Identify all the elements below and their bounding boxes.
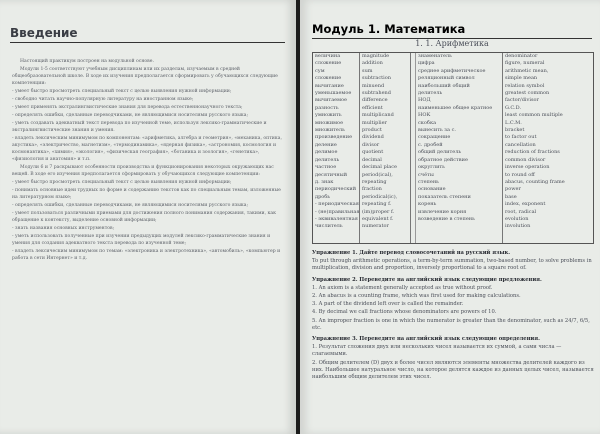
table-cell: сокращение [418,134,451,141]
list-item: - умеет быстро просмотреть специальный текст с целью выявления нужной информации; [12,180,232,185]
table-cell: L.C.M. [505,119,522,126]
vocabulary-table [312,52,594,244]
table-cell: - эквивалентная [315,215,358,222]
table-cell: сложение [315,60,342,67]
table-cell: dividend [362,134,384,141]
table-cell: base [505,193,517,200]
table-cell: abacus, counting frame [505,178,565,185]
table-cell: сум [315,67,325,74]
table-cell: cancellation [505,141,536,148]
table-cell: НОК [418,112,431,119]
list-item: - умеет пользоваться различными приемами для достижения полного понимания содержания, такими, как обращение к контексту, выделение основной информации; [12,211,276,223]
list-item: - свободно читать научно-популярную литературу на иностранном языке; [12,97,194,102]
table-cell: minuend [362,82,385,89]
paragraph: Модули 6 и 7 раскрывают особенности производства и функционирования некоторых окружающих нас вещей. В ходе его изучения предполагается сформировать у обучающихся следующие компетенции: [12,165,274,177]
table-cell: decimal [362,156,382,163]
table-cell: factor/divisor [505,97,539,104]
table-cell: magnitude [362,53,390,59]
table-cell: to round off [505,171,535,178]
table-cell: наибольший общий [418,82,470,89]
table-cell: основание [418,186,446,193]
table-cell: произведение [315,134,353,141]
table-cell: relation symbol [505,82,545,89]
exercise-heading: Упражнение 1. Дайте перевод словосочетаний на русский язык. [312,250,511,256]
table-cell: arithmetic mean, [505,67,549,74]
english-terms-column-2 [503,53,593,243]
table-cell: - периодическая [315,201,359,208]
list-item: - владеть лексическим минимумом по темам: «электроника и электротехника», «автомобиль», «компьютер и работа в сети Интернет» и т.д. [12,249,281,261]
table-cell: multiplier [362,119,387,126]
table-cell: вычитание [315,82,344,89]
list-item: - умеет применять экстралингвистические знания для перевода естественнонаучного текста; [12,105,243,110]
table-cell: greatest common [505,90,550,97]
table-cell: с. дробей [418,141,443,148]
table-cell: дробь [315,193,331,200]
section-subtitle: 1. 1. Арифметика [415,39,489,48]
list-item: - понимать основные идеи трудных по форме и содержанию текстов как по специальным темам, изложенные на литературном языке; [12,188,281,200]
table-cell: figure, numeral [505,60,545,67]
table-cell: subtrahend [362,90,391,97]
table-cell: to factor out [505,134,537,141]
exercise-item: 1. An axiom is a statement generally accepted as true without proof. [312,284,493,291]
table-cell: sum [362,67,373,74]
exercise-item: 1. Результат сложения двух или нескольких чисел называется их суммой, а сами числа — слагаемыми. [312,344,562,358]
table-cell: period(ical), [362,171,393,178]
table-cell: denominator [505,53,538,59]
table-cell: repeating f. [362,201,392,208]
table-cell: сложение [315,75,342,82]
paragraph: Модули 1-5 соответствуют учебным дисциплинам или их разделам, изучаемым в средней общеобразовательной школе. В ходе их изучения предполагается сформировать у обучающихся следующие компетенции: [12,67,278,86]
exercise-item: 4. By decimal we call fractions whose denominators are powers of 10. [312,309,497,316]
exercise-item: 2. Общим делителем (D) двух и более чисел являются элементы множества делителей каждого из них. Наибольшее натуральное число, на которое делятся каждое из данных целых чисел, называется наибольшим общим делителем этих чисел. [312,359,594,381]
table-cell: difference [362,97,388,104]
list-item: - определять ошибки, сделанные переводчиками, не являющимися носителями русского языка; [12,203,249,208]
table-cell: (im)proper f. [362,208,395,215]
table-cell: делимое [315,149,338,156]
exercise-item: 3. A part of the dividend left over is called the remainder. [312,301,464,308]
table-cell: evolution [505,215,529,222]
table-cell: subtraction [362,75,392,82]
table-cell: decimal place [362,164,398,171]
list-item: - знать названия основных инструментов; [12,226,115,231]
exercises-section [312,250,594,382]
table-cell: divisor [362,141,380,148]
table-cell: величина [315,53,341,59]
module-title: Модуль 1. Математика [312,22,592,39]
table-cell: - (не)правильная [315,208,359,215]
table-cell: repeating [362,178,387,185]
table-cell: извлечение корня [418,208,467,215]
table-cell: делитель [315,156,340,163]
table-cell: inverse operation [505,164,550,171]
table-cell: числитель [315,223,343,230]
table-cell: common divisor [505,156,546,163]
table-cell: разность [315,104,339,111]
page-title: Введение [10,26,285,43]
english-terms-column [360,53,411,243]
table-cell: least common multiple [505,112,563,119]
table-cell: reduction of fractions [505,149,560,156]
list-item: - определять ошибки, сделанные переводчиками, не являющимися носителями русского языка; [12,113,249,118]
table-cell: efficient [362,104,383,111]
list-item: - уметь создавать адекватный текст перевода по изученной теме, используя лексико-грамматические и экстралингвистические знания и умения. [12,121,267,133]
table-cell: возведение в степень [418,215,475,222]
table-cell: среднее арифметическое [418,67,486,74]
table-cell: общий делитель [418,149,462,156]
table-cell: умножить [315,112,342,119]
table-cell: корень [418,201,437,208]
table-cell: index, exponent [505,201,546,208]
table-cell: equivalent f. [362,215,394,222]
table-cell: цифра [418,60,435,67]
exercise-item: 5. An improper fraction is one in which the numerator is greater than the denominator, such as 24/7, 6/5, etc. [312,317,590,331]
table-cell: power [505,186,521,193]
table-cell: д. знак [315,178,334,185]
table-cell: НОД [418,97,431,104]
russian-terms-column [313,53,360,243]
table-cell: множимое [315,119,344,126]
table-cell: периодический [315,186,357,193]
russian-terms-column-2 [416,53,503,243]
list-item: - владеть лексическим минимумом по компонентам: «арифметика, алгебра и геометрия», «механика, оптика, акустика», «электричество, магнетизм», «термодинамика», «ядерная физика», «астрономия, космология и космонавтика», «химия», «экология», «физическая география», «ботаника и зоология», «генетика», «физиология и анатомия» и т.п. [12,136,282,162]
exercise-heading: Упражнение 3. Переведите на английский язык следующие определения. [312,336,540,343]
table-cell: знаменатель [418,53,452,59]
table-cell: multiplicand [362,112,394,119]
list-item: - уметь использовать полученные при изучении предыдущих модулей лексико-грамматические знания и умения для создания адекватного текста перевода по изученной теме; [12,234,271,246]
table-cell: periodical(ic), [362,193,398,200]
exercise-text: To put through arithmetic operations, a term-by-term summation, two-based number, to solve problems in multiplication, division and proportion, inversely proportional to a square root of. [312,258,592,272]
table-cell: product [362,127,382,134]
table-cell: степень [418,178,439,185]
table-cell: делитель [418,90,443,97]
table-cell: root, radical [505,208,537,215]
exercise-item: 2. An abacus is a counting frame, which was first used for making calculations. [312,293,521,300]
table-cell: наименьшее общее кратное [418,104,493,111]
paragraph: Настоящий практикум построен на модульной основе. [20,59,154,64]
table-cell: округлить [418,164,445,171]
left-page [0,0,296,434]
table-cell: simple mean [505,75,538,82]
table-cell: уменьшаемое [315,90,352,97]
table-cell: вычитаемое [315,97,347,104]
table-cell: деление [315,141,337,148]
table-cell: вынесить за с. [418,127,456,134]
table-cell: частное [315,164,337,171]
intro-body [12,58,282,263]
table-cell: обратное действие [418,156,468,163]
table-cell: G.C.D. [505,104,522,111]
table-cell: involution [505,223,531,230]
table-cell: множитель [315,127,345,134]
table-cell: quotient [362,149,384,156]
table-cell: реляционный символ [418,75,475,82]
exercise-heading: Упражнение 2. Переведите на английский язык следующие предложения. [312,276,542,283]
table-cell: bracket [505,127,525,134]
table-cell: счёты [418,171,434,178]
list-item: - умеет быстро просмотреть специальный текст с целью выявления нужной информации; [12,89,232,94]
table-cell: addition [362,60,383,67]
table-cell: скобка [418,119,437,126]
table-cell: показатель степени [418,193,471,200]
table-cell: десятичный [315,171,348,178]
table-cell: numerator [362,223,389,230]
table-cell: fraction [362,186,382,193]
